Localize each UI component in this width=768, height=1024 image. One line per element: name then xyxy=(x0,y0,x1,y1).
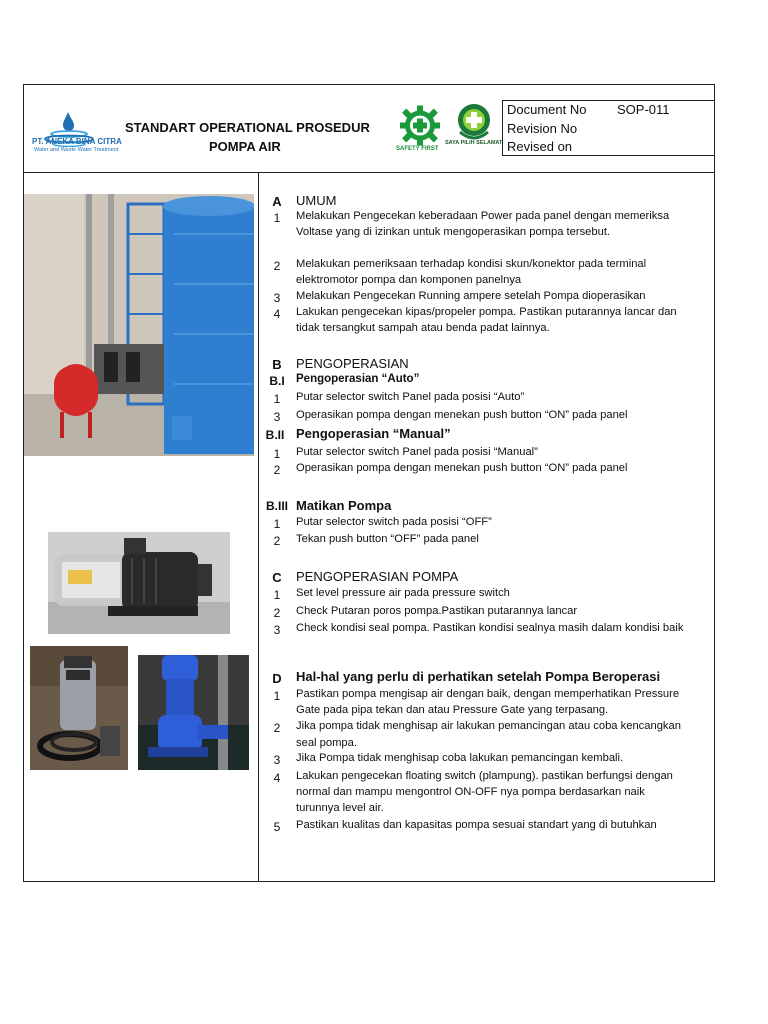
section-bii-item-number: 2 xyxy=(273,463,281,477)
section-a-item-number: 1 xyxy=(273,211,281,225)
section-a-item-text: Lakukan pengecekan kipas/propeler pompa. Pastikan putarannya lancar dan xyxy=(296,306,677,318)
section-d-title: Hal-hal yang perlu di perhatikan setelah Pompa Beroperasi xyxy=(296,669,661,684)
document-no-value: SOP-011 xyxy=(617,102,670,117)
section-a-item-number: 2 xyxy=(273,259,281,273)
section-a-item-number: 3 xyxy=(273,291,281,305)
section-biii-item-text: Tekan push button “OFF” pada panel xyxy=(296,533,479,545)
section-d-item-number: 2 xyxy=(273,721,281,735)
section-bii-letter: B.II xyxy=(265,428,285,442)
section-bi-item-text: Operasikan pompa dengan menekan push button “ON” pada panel xyxy=(296,409,628,421)
section-d-item-number: 5 xyxy=(273,820,281,834)
section-d-item-text: turunnya level air. xyxy=(296,802,384,814)
saya-pilih-selamat-icon xyxy=(450,102,498,142)
company-tagline: Water and Waste Water Treatment xyxy=(34,147,119,153)
document-no-label: Document No xyxy=(507,102,587,117)
section-d-item-number: 1 xyxy=(273,689,281,703)
section-bii-title: Pengoperasian “Manual” xyxy=(296,426,451,441)
section-a-item-number: 4 xyxy=(273,307,281,321)
section-d-item-text: Pastikan pompa mengisap air dengan baik, dengan memperhatikan Pressure xyxy=(296,688,680,700)
section-d-item-text: seal pompa. xyxy=(296,737,357,749)
section-c-item-number: 2 xyxy=(273,606,281,620)
header-divider xyxy=(23,172,715,173)
safety-first-label: SAFETY FIRST xyxy=(396,146,439,152)
section-b-letter: B xyxy=(272,357,282,372)
horizontal-pump-photo xyxy=(48,532,230,634)
section-c-title: PENGOPERASIAN POMPA xyxy=(296,569,459,584)
document-info-table xyxy=(502,100,715,156)
section-biii-item-text: Putar selector switch pada posisi “OFF” xyxy=(296,516,492,528)
section-c-letter: C xyxy=(272,570,282,585)
revision-no-label: Revision No xyxy=(507,121,578,136)
section-biii-item-number: 2 xyxy=(273,534,281,548)
revised-on-label: Revised on xyxy=(507,139,573,154)
document-title: STANDART OPERATIONAL PROSEDUR xyxy=(125,120,370,135)
pump-room-photo xyxy=(24,194,254,456)
section-d-item-text: Lakukan pengecekan floating switch (plampung). pastikan berfungsi dengan xyxy=(296,770,673,782)
saya-pilih-selamat-label: SAYA PILIH SELAMAT xyxy=(445,140,503,146)
section-a-item-text: Melakukan Pengecekan Running ampere setelah Pompa dioperasikan xyxy=(296,290,646,302)
section-a-item-text: elektromotor pompa dan komponen panelnya xyxy=(296,274,522,286)
section-a-item-text: Melakukan Pengecekan keberadaan Power pada panel dengan memeriksa xyxy=(296,210,670,222)
section-bi-letter: B.I xyxy=(269,374,285,388)
section-d-item-text: Jika Pompa tidak menghisap coba lakukan pemancingan kembali. xyxy=(296,752,624,764)
section-bi-title: Pengoperasian “Auto” xyxy=(296,373,420,385)
section-b-title: PENGOPERASIAN xyxy=(296,356,409,371)
document-subtitle: POMPA AIR xyxy=(209,139,281,154)
section-c-item-number: 1 xyxy=(273,588,281,602)
section-biii-title: Matikan Pompa xyxy=(296,498,392,513)
section-c-item-text: Check Putaran poros pompa.Pastikan putarannya lancar xyxy=(296,605,578,617)
section-bii-item-text: Putar selector switch Panel pada posisi “Manual” xyxy=(296,446,538,458)
section-bi-item-number: 1 xyxy=(273,392,281,406)
section-a-item-text: tidak tersangkut sampah atau benda padat lainnya. xyxy=(296,322,550,334)
section-biii-item-number: 1 xyxy=(273,517,281,531)
section-d-item-text: Pastikan kualitas dan kapasitas pompa sesuai standart yang di butuhkan xyxy=(296,819,657,831)
section-c-item-text: Check kondisi seal pompa. Pastikan kondisi sealnya masih dalam kondisi baik xyxy=(296,622,684,634)
section-c-item-number: 3 xyxy=(273,623,281,637)
section-d-item-number: 3 xyxy=(273,753,281,767)
section-a-item-text: Voltase yang di izinkan untuk mengoperasikan pompa tersebut. xyxy=(296,226,611,238)
section-a-title: UMUM xyxy=(296,193,337,208)
section-bi-item-text: Putar selector switch Panel pada posisi “Auto” xyxy=(296,391,525,403)
submersible-pump-photo xyxy=(30,646,128,770)
section-d-item-text: normal dan mampu mengontrol ON-OFF nya pompa berdasarkan naik xyxy=(296,786,645,798)
company-name: PT. ANEKA BINA CITRA xyxy=(32,137,122,146)
section-c-item-text: Set level pressure air pada pressure switch xyxy=(296,587,510,599)
column-divider xyxy=(258,172,259,882)
section-a-item-text: Melakukan pemeriksaan terhadap kondisi skun/konektor pada terminal xyxy=(296,258,647,270)
section-a-letter: A xyxy=(272,194,282,209)
section-d-item-number: 4 xyxy=(273,771,281,785)
section-bi-item-number: 3 xyxy=(273,410,281,424)
section-bii-item-number: 1 xyxy=(273,447,281,461)
section-biii-letter: B.III xyxy=(265,499,288,513)
section-d-item-text: Gate pada pipa tekan dan atau Pressure Gate yang terpasang. xyxy=(296,704,609,716)
vertical-pump-photo xyxy=(138,655,249,770)
section-d-letter: D xyxy=(272,671,282,686)
section-d-item-text: Jika pompa tidak menghisap air lakukan pemancingan atau coba kencangkan xyxy=(296,720,681,732)
section-bii-item-text: Operasikan pompa dengan menekan push button “ON” pada panel xyxy=(296,462,628,474)
